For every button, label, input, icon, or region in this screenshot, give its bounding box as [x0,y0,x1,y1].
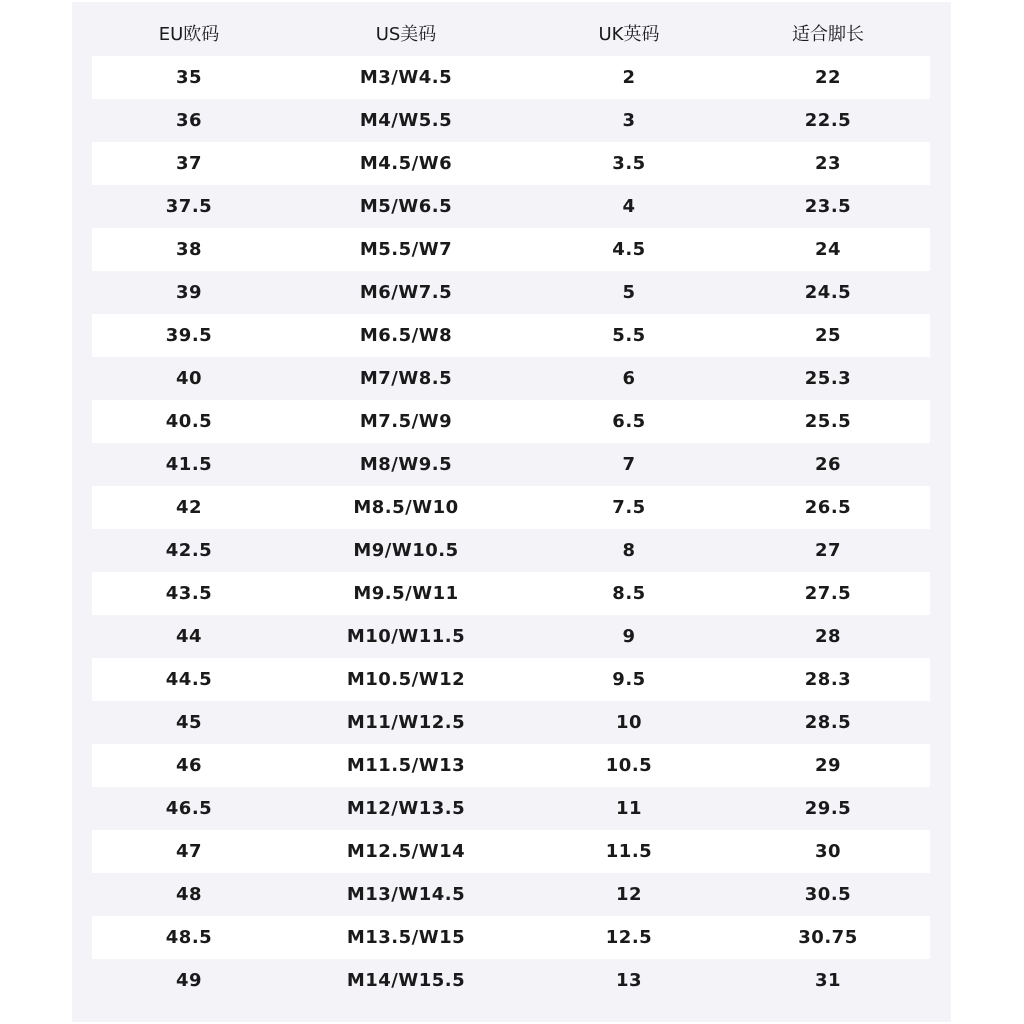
cell-foot-length: 28 [814,626,842,647]
cell-foot-length: 31 [814,970,842,991]
cell-us: M14/W15.5 [346,970,466,991]
cell-us: M12/W13.5 [346,798,466,819]
cell-uk: 4 [622,196,636,217]
cell-foot-length: 24 [814,239,842,260]
cell-eu: 48.5 [165,927,213,948]
table-row [92,99,930,142]
cell-foot-length: 26.5 [804,497,852,518]
cell-uk: 3.5 [612,153,646,174]
table-row [92,142,930,185]
cell-foot-length: 27 [814,540,842,561]
cell-uk: 8 [622,540,636,561]
cell-eu: 46 [175,755,203,776]
table-row [92,271,930,314]
cell-us: M4.5/W6 [359,153,453,174]
cell-eu: 42 [175,497,203,518]
cell-eu: 39.5 [165,325,213,346]
cell-eu: 47 [175,841,203,862]
cell-uk: 5.5 [612,325,646,346]
cell-us: M8.5/W10 [353,497,459,518]
table-row [92,744,930,787]
cell-eu: 44.5 [165,669,213,690]
cell-foot-length: 29.5 [804,798,852,819]
cell-uk: 7 [622,454,636,475]
cell-uk: 12.5 [605,927,653,948]
header-eu: EU欧码 [158,24,220,45]
table-row [92,443,930,486]
table-row [92,615,930,658]
cell-eu: 39 [175,282,203,303]
table-row [92,56,930,99]
cell-uk: 2 [622,67,636,88]
cell-uk: 7.5 [612,497,646,518]
cell-eu: 35 [175,67,203,88]
header-uk: UK英码 [598,24,660,45]
cell-us: M13.5/W15 [346,927,466,948]
cell-us: M8/W9.5 [359,454,453,475]
cell-eu: 45 [175,712,203,733]
cell-us: M11/W12.5 [346,712,466,733]
cell-uk: 11.5 [605,841,653,862]
cell-foot-length: 26 [814,454,842,475]
cell-uk: 11 [615,798,643,819]
cell-us: M6/W7.5 [359,282,453,303]
cell-eu: 37.5 [165,196,213,217]
cell-us: M9.5/W11 [353,583,459,604]
cell-eu: 40.5 [165,411,213,432]
size-chart-panel [72,2,951,1022]
cell-eu: 41.5 [165,454,213,475]
table-row [92,314,930,357]
cell-eu: 48 [175,884,203,905]
cell-uk: 4.5 [612,239,646,260]
table-row [92,787,930,830]
cell-foot-length: 22 [814,67,842,88]
cell-us: M9/W10.5 [353,540,459,561]
cell-us: M10/W11.5 [346,626,466,647]
cell-foot-length: 30 [814,841,842,862]
cell-foot-length: 22.5 [804,110,852,131]
cell-us: M12.5/W14 [346,841,466,862]
cell-eu: 43.5 [165,583,213,604]
cell-eu: 38 [175,239,203,260]
cell-uk: 13 [615,970,643,991]
table-row [92,357,930,400]
cell-us: M3/W4.5 [359,67,453,88]
cell-uk: 12 [615,884,643,905]
cell-foot-length: 25 [814,325,842,346]
table-row [92,400,930,443]
cell-uk: 3 [622,110,636,131]
cell-uk: 10 [615,712,643,733]
cell-uk: 6 [622,368,636,389]
cell-uk: 9 [622,626,636,647]
table-row [92,185,930,228]
cell-eu: 37 [175,153,203,174]
cell-uk: 5 [622,282,636,303]
cell-eu: 36 [175,110,203,131]
table-row [92,228,930,271]
cell-eu: 46.5 [165,798,213,819]
cell-foot-length: 28.5 [804,712,852,733]
cell-us: M5.5/W7 [359,239,453,260]
table-row [92,916,930,959]
cell-us: M6.5/W8 [359,325,453,346]
cell-foot-length: 25.3 [804,368,852,389]
cell-eu: 49 [175,970,203,991]
header-foot-length: 适合脚长 [792,24,864,45]
cell-uk: 9.5 [612,669,646,690]
cell-foot-length: 27.5 [804,583,852,604]
table-header [92,14,930,56]
cell-foot-length: 23.5 [804,196,852,217]
cell-uk: 6.5 [612,411,646,432]
cell-uk: 8.5 [612,583,646,604]
cell-foot-length: 29 [814,755,842,776]
table-row [92,658,930,701]
cell-uk: 10.5 [605,755,653,776]
cell-us: M4/W5.5 [359,110,453,131]
table-row [92,529,930,572]
table-row [92,873,930,916]
cell-eu: 40 [175,368,203,389]
cell-foot-length: 25.5 [804,411,852,432]
cell-eu: 42.5 [165,540,213,561]
table-row [92,830,930,873]
header-us: US美码 [375,24,437,45]
cell-us: M10.5/W12 [346,669,466,690]
cell-us: M5/W6.5 [359,196,453,217]
table-body [92,56,930,1002]
cell-us: M7/W8.5 [359,368,453,389]
cell-eu: 44 [175,626,203,647]
cell-foot-length: 30.75 [798,927,858,948]
cell-us: M13/W14.5 [346,884,466,905]
cell-us: M7.5/W9 [359,411,453,432]
cell-foot-length: 23 [814,153,842,174]
table-row [92,959,930,1002]
cell-foot-length: 28.3 [804,669,852,690]
table-row [92,486,930,529]
cell-us: M11.5/W13 [346,755,466,776]
cell-foot-length: 24.5 [804,282,852,303]
cell-foot-length: 30.5 [804,884,852,905]
table-row [92,572,930,615]
table-row [92,701,930,744]
